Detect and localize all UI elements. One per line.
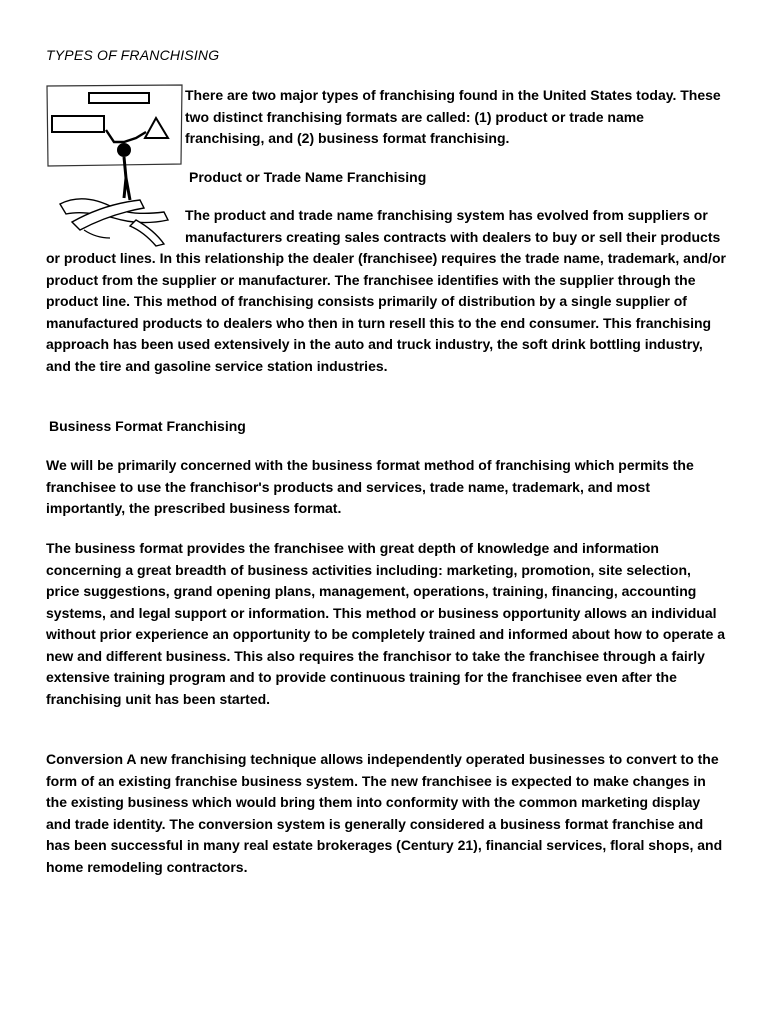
business-format-heading: Business Format Franchising xyxy=(49,418,246,434)
product-franchising-text: The product and trade name franchising system has evolved from suppliers or manufacturers creating sales contracts with dealers to buy or sell their products or product lines. In this relationship the dealer (franchisee) requires the trade name, trademark, and/or product from the supplier or manufacturer. The franchisee identifies with the supplier through the product line. This method of franchising consists primarily of distribution by a single supplier of manufactured products to dealers who then in turn resell this to the end consumer. This franchising approach has been used extensively in the auto and truck industry, the soft drink bottling industry, and the tire and gasoline service station industries. xyxy=(46,207,726,374)
business-format-paragraph-1: We will be primarily concerned with the business format method of franchising which permits the franchisee to use the franchisor's products and services, trade name, trademark, and most importantly, the prescribed business format. xyxy=(46,457,694,516)
intro-paragraph: There are two major types of franchising found in the United States today. These two distinct franchising formats are called: (1) product or trade name franchising, and (2) business format franchising. xyxy=(185,87,721,146)
product-franchising-paragraph xyxy=(46,205,726,377)
product-franchising-heading: Product or Trade Name Franchising xyxy=(189,169,427,185)
document-title: TYPES OF FRANCHISING xyxy=(46,47,220,63)
business-format-paragraph-2: The business format provides the franchisee with great depth of knowledge and information concerning a great breadth of business activities including: marketing, promotion, site selection, price suggestions, grand opening plans, management, operations, training, financing, accounting systems, and legal support or information. This method or business opportunity allows an individual without prior experience an opportunity to be completely trained and informed about how to operate a new and different business. This also requires the franchisor to take the franchisee through a fairly extensive training program and to provide continuous training for the franchisee even after the franchising unit has been started. xyxy=(46,540,726,707)
conversion-paragraph: Conversion A new franchising technique allows independently operated businesses to convert to the form of an existing franchise business system. The new franchisee is expected to make changes in the existing business which would bring them into conformity with the common marketing display and trade identity. The conversion system is generally considered a business format franchise and has been successful in many real estate brokerages (Century 21), financial services, floral shops, and home remodeling contractors. xyxy=(46,751,723,875)
float-spacer xyxy=(46,205,185,248)
